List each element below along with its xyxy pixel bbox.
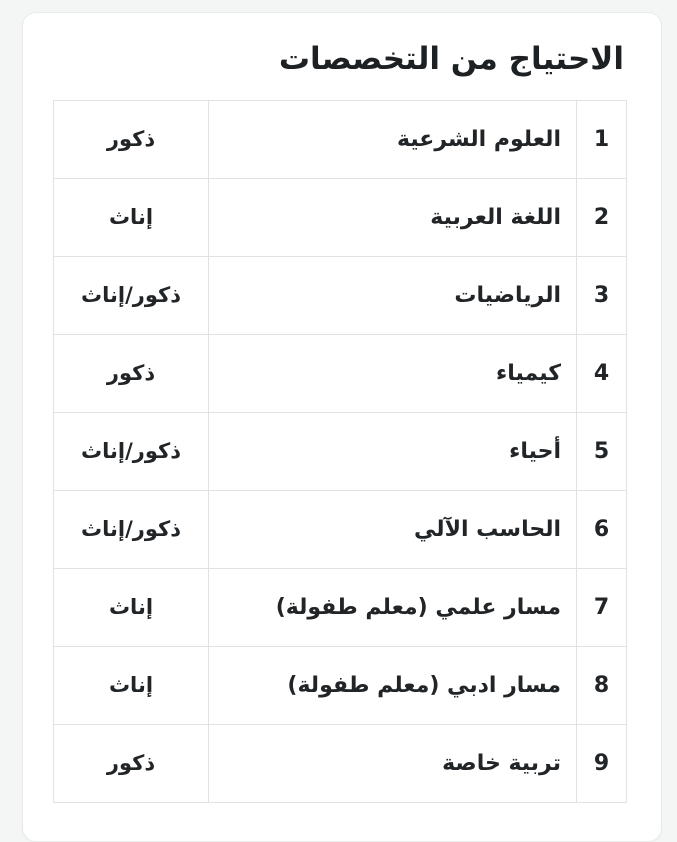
row-number-cell: 6: [577, 490, 627, 568]
specialization-cell: اللغة العربية: [209, 178, 577, 256]
row-number-cell: 9: [577, 724, 627, 802]
table-row: [54, 334, 627, 412]
gender-cell: إناث: [54, 178, 209, 256]
table-row: [54, 412, 627, 490]
row-number-cell: 8: [577, 646, 627, 724]
specialization-cell: العلوم الشرعية: [209, 100, 577, 178]
gender-cell: ذكور/إناث: [54, 412, 209, 490]
table-row: [54, 490, 627, 568]
needs-table: [53, 100, 627, 803]
row-number-cell: 4: [577, 334, 627, 412]
specializations-card: [22, 12, 662, 842]
row-number-cell: 7: [577, 568, 627, 646]
row-number-cell: 2: [577, 178, 627, 256]
specialization-cell: مسار علمي (معلم طفولة): [209, 568, 577, 646]
gender-cell: ذكور: [54, 100, 209, 178]
row-number-cell: 1: [577, 100, 627, 178]
table-row: [54, 724, 627, 802]
gender-cell: ذكور/إناث: [54, 490, 209, 568]
table-row: [54, 100, 627, 178]
page-title: الاحتياج من التخصصات: [278, 41, 624, 77]
specialization-cell: الحاسب الآلي: [209, 490, 577, 568]
gender-cell: ذكور: [54, 724, 209, 802]
row-number-cell: 3: [577, 256, 627, 334]
gender-cell: إناث: [54, 568, 209, 646]
specialization-cell: الرياضيات: [209, 256, 577, 334]
gender-cell: ذكور/إناث: [54, 256, 209, 334]
specialization-cell: أحياء: [209, 412, 577, 490]
table-row: [54, 178, 627, 256]
specialization-cell: تربية خاصة: [209, 724, 577, 802]
specialization-cell: مسار ادبي (معلم طفولة): [209, 646, 577, 724]
table-row: [54, 646, 627, 724]
table-row: [54, 568, 627, 646]
gender-cell: إناث: [54, 646, 209, 724]
table-row: [54, 256, 627, 334]
row-number-cell: 5: [577, 412, 627, 490]
specialization-cell: كيمياء: [209, 334, 577, 412]
gender-cell: ذكور: [54, 334, 209, 412]
needs-table-body: [54, 100, 627, 802]
